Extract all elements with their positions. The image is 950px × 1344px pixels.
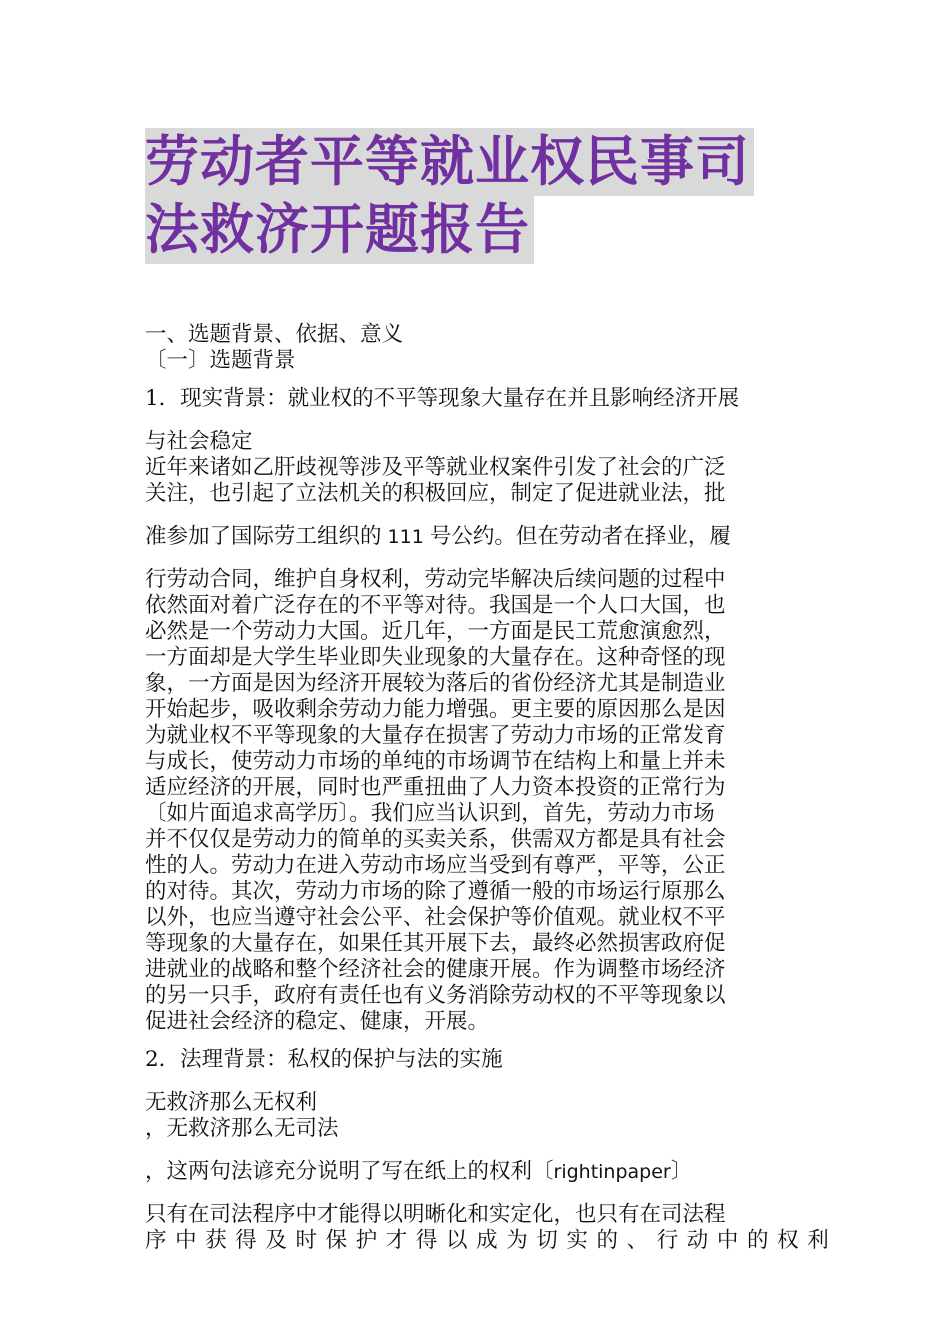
subsection-heading: 〔一〕选题背景	[145, 348, 296, 373]
para-3-pre: ，这两句法谚充分说明了写在纸上的权利〔	[145, 1159, 554, 1184]
para-2-line-11: 并不仅仅是劳动力的简单的买卖关系，供需双方都是具有社会	[145, 827, 726, 852]
para-1-line-1: 近年来诸如乙肝歧视等涉及平等就业权案件引发了社会的广泛	[145, 455, 726, 480]
para-1-line-3-pre: 准参加了国际劳工组织的	[145, 524, 382, 549]
para-3-post: 〕	[670, 1159, 693, 1184]
para-4-line-2: 序中获得及时保护才得以成为切实的、行动中的权利	[145, 1228, 838, 1253]
para-2-line-1: 行劳动合同，维护自身权利，劳动完毕解决后续问题的过程中	[145, 567, 726, 592]
para-2-line-6: 开始起步，吸收剩余劳动力能力增强。更主要的原因那么是因	[145, 697, 726, 722]
para-3-line	[145, 1159, 805, 1185]
para-2-line-14: 以外，也应当遵守社会公平、社会保护等价值观。就业权不平	[145, 905, 726, 930]
para-1-line-3-post: 号公约。但在劳动者在择业，履	[429, 524, 731, 549]
para-2-line-5: 象，一方面是因为经济开展较为落后的省份经济尤其是制造业	[145, 671, 726, 696]
para-1-line-3	[145, 524, 805, 550]
maxim-1: 无救济那么无权利	[145, 1090, 318, 1115]
convention-number: 111	[381, 526, 430, 548]
section-heading: 一、选题背景、依据、意义	[145, 322, 404, 347]
item-1-line-1: 1．现实背景：就业权的不平等现象大量存在并且影响经济开展	[145, 386, 740, 411]
para-2-line-9: 适应经济的开展，同时也严重扭曲了人力资本投资的正常行为	[145, 775, 726, 800]
para-2-line-10: 〔如片面追求高学历〕。我们应当认识到，首先，劳动力市场	[145, 801, 715, 826]
document-title	[145, 128, 810, 264]
maxim-2: ，无救济那么无司法	[145, 1116, 339, 1141]
para-2-line-4: 一方面却是大学生毕业即失业现象的大量存在。这种奇怪的现	[145, 645, 726, 670]
para-2-line-3: 必然是一个劳动力大国。近几年，一方面是民工荒愈演愈烈，	[145, 619, 726, 644]
title-line-2: 法救济开题报告	[145, 196, 534, 264]
document-body	[145, 322, 838, 1254]
para-2-line-15: 等现象的大量存在，如果任其开展下去，最终必然损害政府促	[145, 931, 726, 956]
para-2-line-7: 为就业权不平等现象的大量存在损害了劳动力市场的正常发育	[145, 723, 726, 748]
para-2-line-18: 促进社会经济的稳定、健康，开展。	[145, 1009, 490, 1034]
item-1-line-2: 与社会稳定	[145, 429, 253, 454]
para-2-line-2: 依然面对着广泛存在的不平等对待。我国是一个人口大国，也	[145, 593, 726, 618]
para-4-line-1: 只有在司法程序中才能得以明晰化和实定化，也只有在司法程	[145, 1202, 726, 1227]
title-line-1: 劳动者平等就业权民事司	[145, 128, 754, 196]
para-2-line-13: 的对待。其次，劳动力市场的除了遵循一般的市场运行原那么	[145, 879, 726, 904]
para-2-line-8: 与成长，使劳动力市场的单纯的市场调节在结构上和量上并未	[145, 749, 726, 774]
item-2-heading: 2．法理背景：私权的保护与法的实施	[145, 1047, 503, 1072]
para-2-line-12: 性的人。劳动力在进入劳动市场应当受到有尊严，平等，公正	[145, 853, 726, 878]
para-1-line-2: 关注，也引起了立法机关的积极回应，制定了促进就业法，批	[145, 481, 726, 506]
para-2-line-16: 进就业的战略和整个经济社会的健康开展。作为调整市场经济	[145, 957, 726, 982]
right-in-paper-term: rightinpaper	[553, 1161, 671, 1183]
para-2-line-17: 的另一只手，政府有责任也有义务消除劳动权的不平等现象以	[145, 983, 726, 1008]
